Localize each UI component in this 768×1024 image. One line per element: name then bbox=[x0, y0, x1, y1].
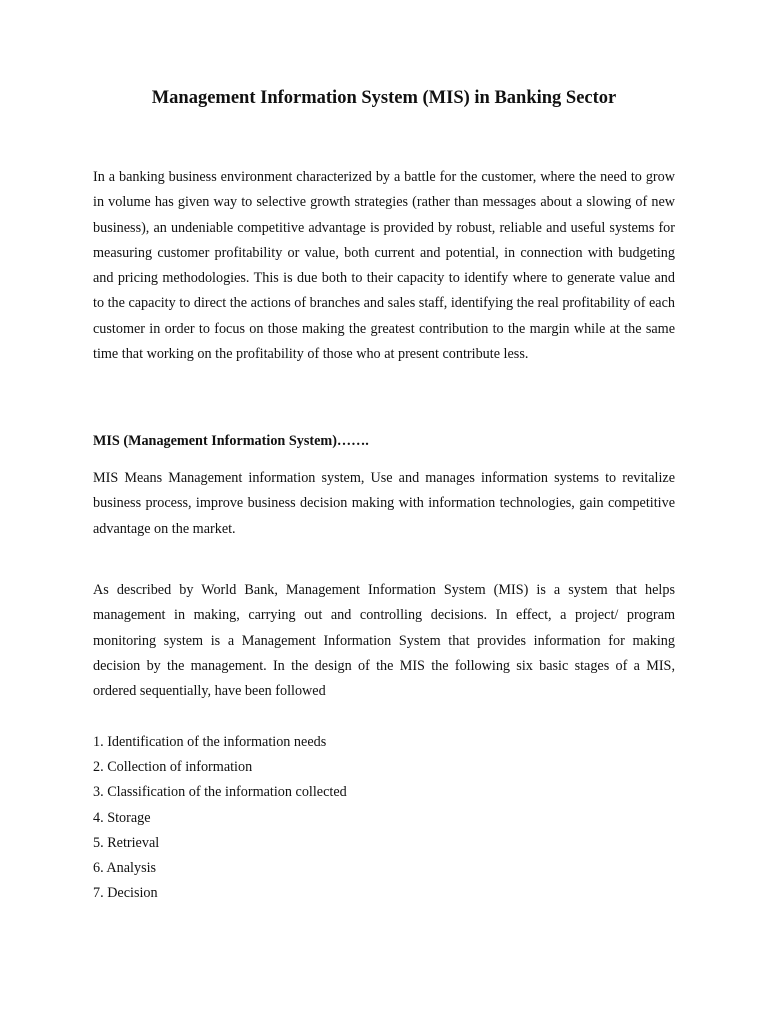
mis-stage-item: 7. Decision bbox=[93, 885, 158, 902]
mis-stage-item: 6. Analysis bbox=[93, 859, 157, 876]
mis-stage-item: 4. Storage bbox=[93, 809, 151, 826]
mis-stage-item: 2. Collection of information bbox=[93, 759, 253, 776]
mis-stage-item: 3. Classification of the information collected bbox=[93, 784, 347, 801]
world-bank-paragraph: As described by World Bank, Management Information System (MIS) is a system that helps management in making, carrying out and controlling decisions. In effect, a project/ program monitoring system is a Management Information System that provides information for making decision by the management. In the design of the MIS the following six basic stages of a MIS, ordered sequentially, have been followed bbox=[93, 582, 675, 700]
mis-heading: MIS (Management Information System)……. bbox=[93, 433, 369, 449]
mis-stage-item: 1. Identification of the information needs bbox=[93, 734, 327, 750]
intro-paragraph: In a banking business environment characterized by a battle for the customer, where the need to grow in volume has given way to selective growth strategies (rather than messages about a slowing of new business), an undeniable competitive advantage is provided by robust, reliable and useful systems for measuring customer profitability or value, both current and potential, in connection with budgeting and pricing methodologies. This is due both to their capacity to identify where to generate value and to the capacity to direct the actions of branches and sales staff, identifying the real profitability of each customer in order to focus on those making the greatest contribution to the margin while at the same time that working on the profitability of those who at present contribute less. bbox=[93, 169, 675, 363]
mis-stages-list bbox=[93, 730, 675, 906]
document-title: Management Information System (MIS) in Banking Sector bbox=[151, 88, 617, 108]
mis-definition-paragraph: MIS Means Management information system, Use and manages information systems to revitalize business process, improve business decision making with information technologies, gain competitive advantage on the market. bbox=[93, 470, 675, 537]
mis-stage-item: 5. Retrieval bbox=[93, 834, 160, 851]
